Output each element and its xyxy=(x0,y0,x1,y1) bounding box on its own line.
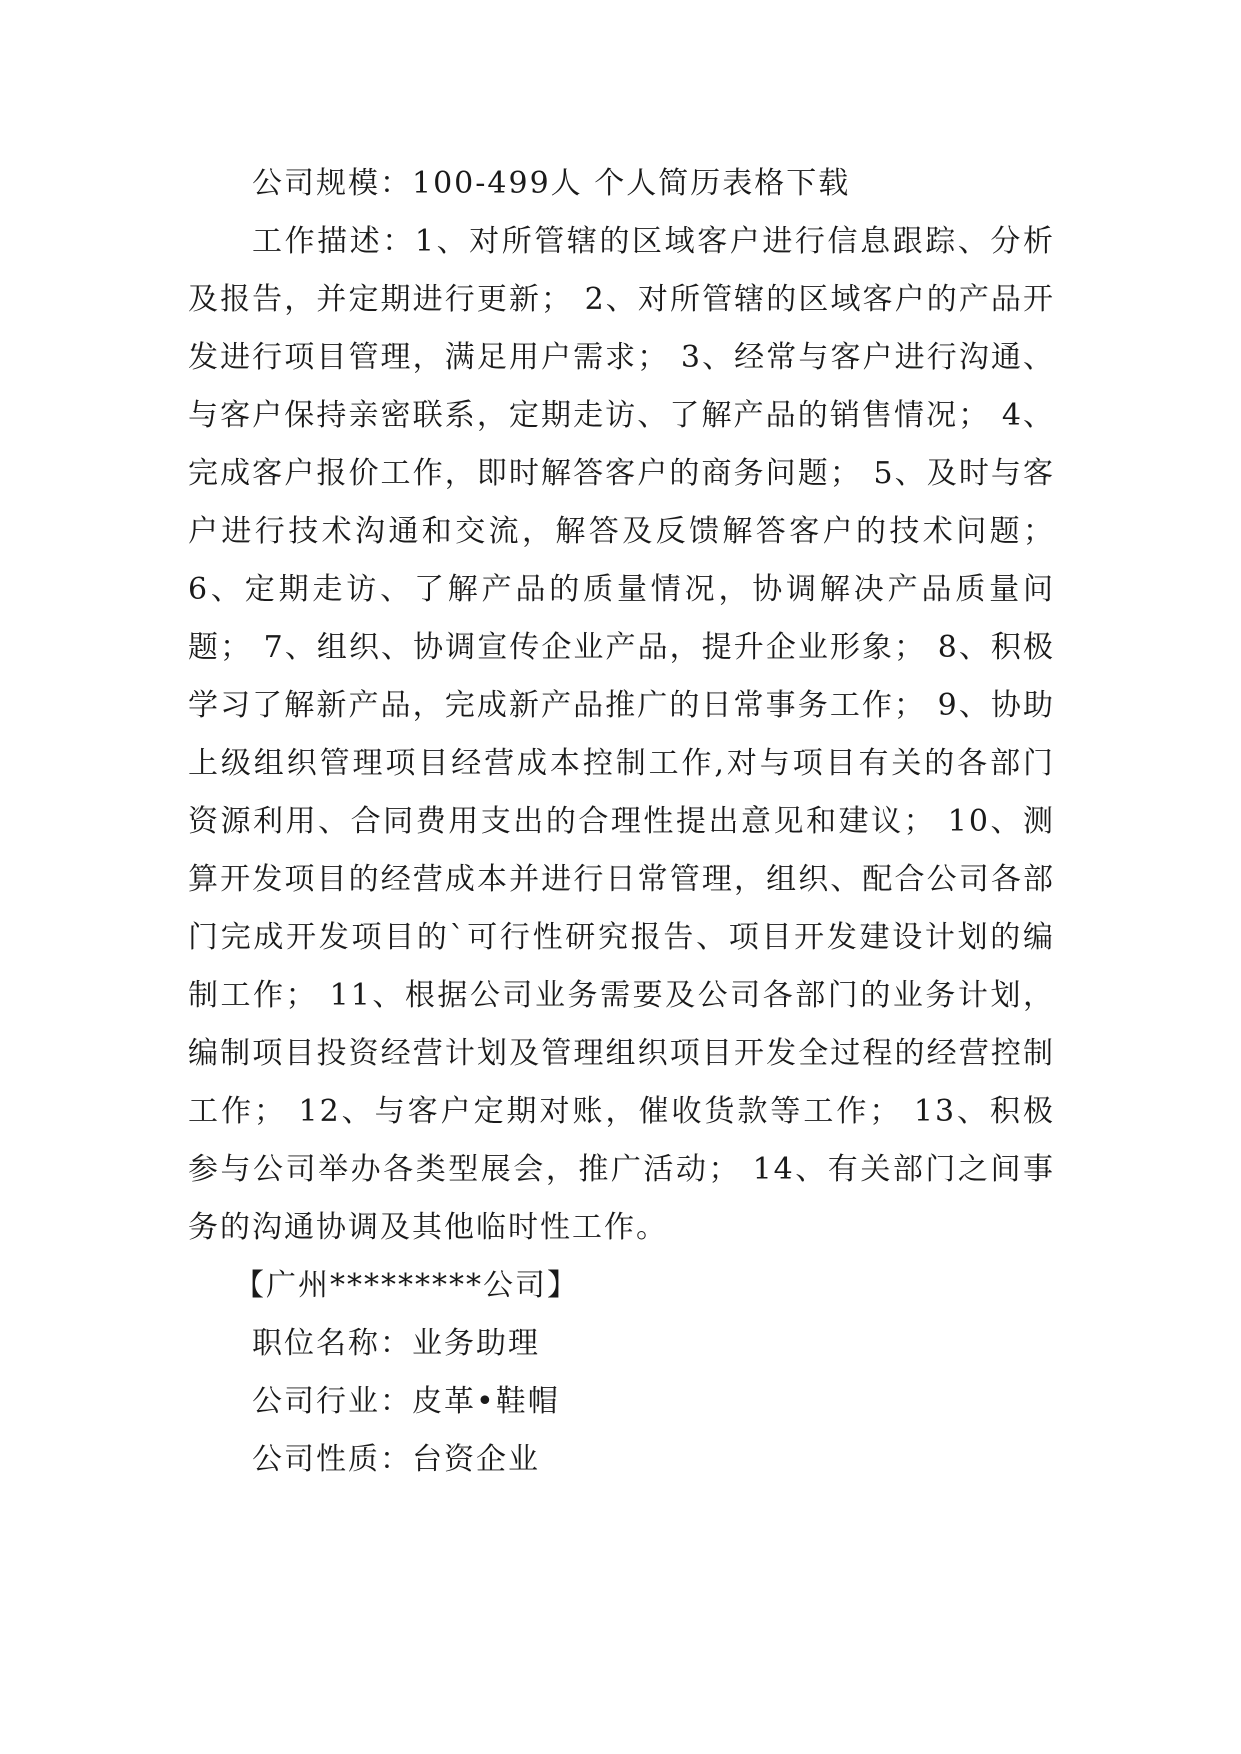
position-line: 职位名称：业务助理 xyxy=(252,1326,540,1361)
company-nature-line: 公司性质：台资企业 xyxy=(252,1442,540,1477)
industry-line: 公司行业：皮革•鞋帽 xyxy=(252,1384,560,1419)
job-description-paragraph: 工作描述：1、对所管辖的区域客户进行信息跟踪、分析及报告，并定期进行更新； 2、对所管辖的区域客户的产品开发进行项目管理，满足用户需求； 3、经常与客户进行沟通、与客户保持亲密联系，定期走访、了解产品的销售情况； 4、完成客户报价工作，即时解答客户的商务问题； 5、及时与客户进行技术沟通和交流，解答及反馈解答客户的技术问题； 6、定期走访、了解产品的质量情况，协调解决产品质量问题； 7、组织、协调宣传企业产品，提升企业形象； 8、积极学习了解新产品，完成新产品推广的日常事务工作； 9、协助上级组织管理项目经营成本控制工作,对与项目有关的各部门资源利用、合同费用支出的合理性提出意见和建议； 10、测算开发项目的经营成本并进行日常管理，组织、配合公司各部门完成开发项目的`可行性研究报告、项目开发建设计划的编制工作； 11、根据公司业务需要及公司各部门的业务计划，编制项目投资经营计划及管理组织项目开发全过程的经营控制工作； 12、与客户定期对账，催收货款等工作； 13、积极参与公司举办各类型展会，推广活动； 14、有关部门之间事务的沟通协调及其他临时性工作。 xyxy=(188,224,1055,1245)
company-name-heading: 【广州*********公司】 xyxy=(234,1268,579,1303)
document-body xyxy=(188,155,1055,1489)
company-scale-line: 公司规模：100-499人 个人简历表格下载 xyxy=(252,166,851,201)
